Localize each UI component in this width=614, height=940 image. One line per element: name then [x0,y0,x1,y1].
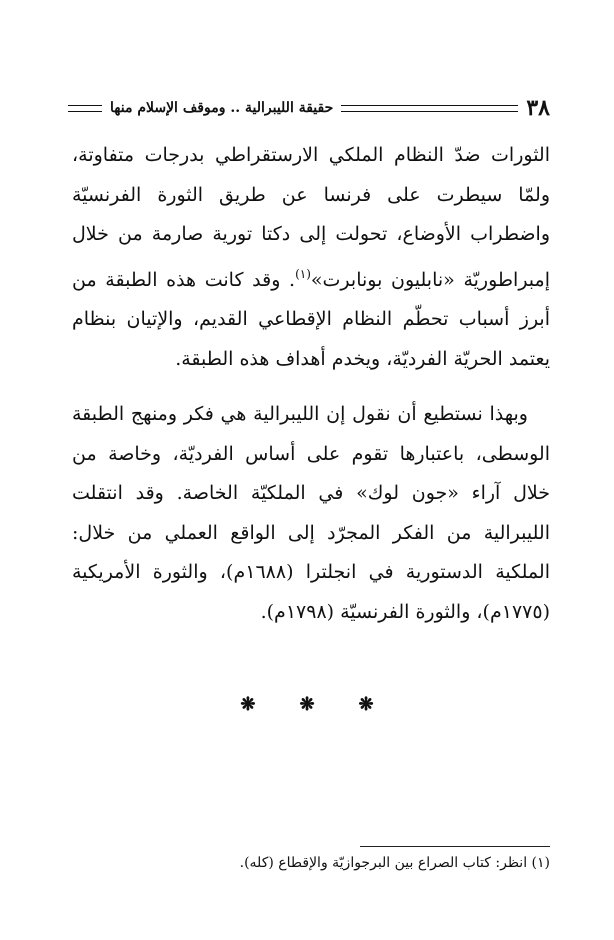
running-head [60,96,550,120]
page-number: ٣٨ [526,95,550,121]
paragraph-1-text: الثورات ضدّ النظام الملكي الارستقراطي بدرجات متفاوتة، ولمّا سيطرت على فرنسا عن طريق الثورة الفرنسيّة واضطراب الأوضاع، تحولت إلى دكتا تورية صارمة من خلال إمبراطوريّة «نابليون بونابرت» [72,144,550,291]
running-title: حقيقة الليبرالية .. وموقف الإسلام منها [110,100,334,116]
paragraph-2: وبهذا نستطيع أن نقول إن الليبرالية هي فكر ومنهج الطبقة الوسطى، باعتبارها تقوم على أساس الفرديّة، وخاصة من خلال آراء «جون لوك» في الملكيّة الخاصة. وقد انتقلت الليبرالية من الفكر المجرّد إلى الواقع العملي من خلال: الملكية الدستورية في انجلترا (١٦٨٨م)، والثورة الأمريكية (١٧٧٥م)، والثورة الفرنسيّة (١٧٩٨م). [72,403,550,623]
footnote-marker[interactable]: (١) [295,266,311,281]
header-rule-end [68,105,102,112]
footnote: (١) انظر: كتاب الصراع بين البرجوازيّة والإقطاع (كله). [239,855,550,871]
footnote-rule [360,846,550,847]
paragraph-1-text-end: . وقد كانت هذه الطبقة من أبرز أسباب تحطّم النظام الإقطاعي القديم، والإتيان بنظام يعتمد الحريّة الفرديّة، ويخدم أهداف هذه الطبقة. [72,268,550,370]
asterism-icon: ❋ [358,694,374,715]
paragraph-1 [72,136,550,379]
asterism-icon: ❋ [240,694,256,715]
asterism-icon: ❋ [299,694,315,715]
header-rule [341,105,518,112]
section-divider [0,694,614,715]
body-text [72,136,550,632]
